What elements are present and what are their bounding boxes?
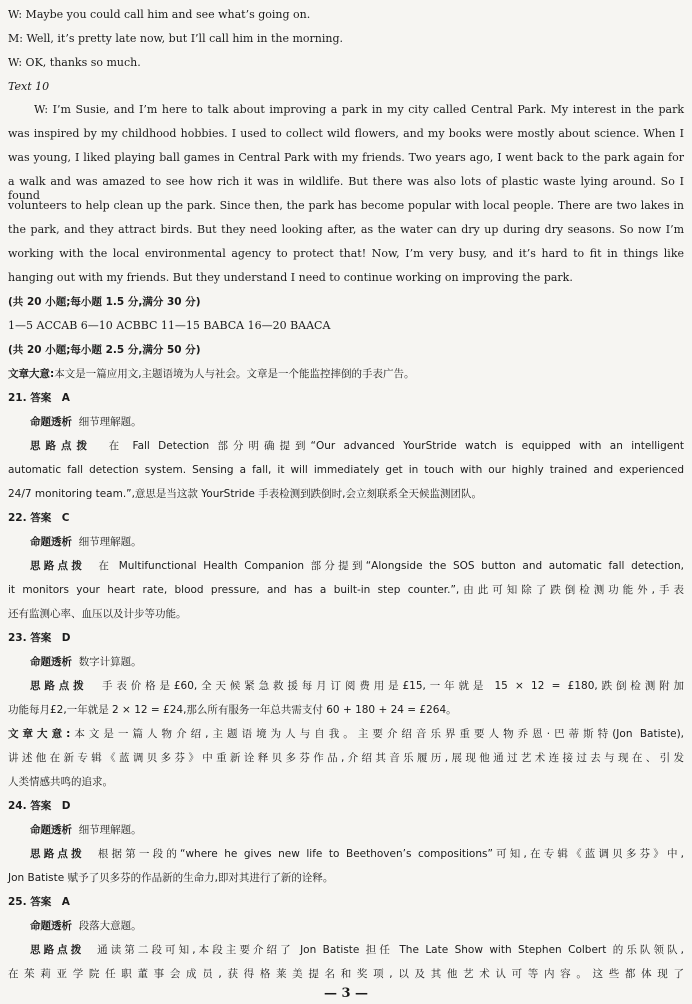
section-header: (共 20 小题;每小题 2.5 分,满分 50 分)	[8, 344, 201, 356]
exp-label: 思路点拨	[30, 680, 88, 692]
text10-line: a walk and was amazed to see how rich it was in wildlife. But there was also lots of plastic waste lying around. So I found	[8, 175, 684, 202]
type-label: 命题透析	[30, 416, 72, 428]
type-label: 命题透析	[30, 824, 72, 836]
exp-label: 思路点拨	[30, 560, 86, 572]
article-summary-line: 人类情感共鸣的追求。	[8, 776, 113, 788]
text10-line: was young, I liked playing ball games in Central Park with my friends. Two years ago, I went back to the park again for	[8, 151, 684, 164]
dialogue-line: W: Maybe you could call him and see what’s going on.	[8, 8, 311, 21]
article-summary	[8, 727, 684, 741]
explanation-line: 还有监测心率、血压以及计步等功能。	[8, 608, 187, 620]
section-header: (共 20 小题;每小题 1.5 分,满分 30 分)	[8, 296, 201, 308]
text10-line: W: I’m Susie, and I’m here to talk about improving a park in my city called Central Park. My interest in the park	[34, 103, 684, 116]
question-type	[30, 919, 142, 933]
explanation-line	[30, 679, 684, 693]
answer-key: 1—5 ACCAB 6—10 ACBBC 11—15 BABCA 16—20 BAACA	[8, 319, 331, 332]
type-text: 段落大意题。	[78, 920, 142, 932]
explanation-line	[30, 439, 684, 453]
question-head: 24. 答案 D	[8, 800, 71, 812]
exp-text: 通读第二段可知,本段主要介绍了 Jon Batiste 担任 The Late Show with Stephen Colbert 的乐队领队,	[97, 944, 684, 956]
explanation-line	[30, 943, 684, 957]
text10-line: working with the local environmental agency to protect that! Now, I’m very busy, and it’s hard to fit in things like	[8, 247, 684, 260]
type-text: 数字计算题。	[78, 656, 142, 668]
type-label: 命题透析	[30, 656, 72, 668]
question-head: 21. 答案 A	[8, 392, 70, 404]
question-type	[30, 823, 142, 837]
exp-text: 手表价格是£60,全天候紧急救援每月订阅费用是£15,一年就是 15 × 12 = £180,跌倒检测附加	[101, 680, 684, 692]
dialogue-line: W: OK, thanks so much.	[8, 56, 141, 69]
exp-label: 思路点拨	[30, 944, 85, 956]
explanation-line: 在茱莉亚学院任职董事会成员,获得格莱美提名和奖项,以及其他艺术认可等内容。这些都体现了	[8, 968, 684, 980]
question-head: 23. 答案 D	[8, 632, 71, 644]
question-type	[30, 415, 142, 429]
exp-label: 思路点拨	[30, 440, 92, 452]
summary-text: 本文是一篇应用文,主题语境为人与社会。文章是一个能监控摔倒的手表广告。	[54, 368, 415, 380]
exp-label: 思路点拨	[30, 848, 85, 860]
dialogue-line: M: Well, it’s pretty late now, but I’ll call him in the morning.	[8, 32, 344, 45]
type-label: 命题透析	[30, 536, 72, 548]
summary-text: 本文是一篇人物介绍,主题语境为人与自我。主要介绍音乐界重要人物乔恩·巴蒂斯特(Jon Batiste),	[70, 728, 685, 740]
text10-line: volunteers to help clean up the park. Since then, the park has become popular with local people. There are two lakes in	[8, 199, 684, 212]
explanation-line: automatic fall detection system. Sensing a fall, it will immediately get in touch with our highly trained and experienced	[8, 464, 684, 476]
summary-label: 文章大意:	[8, 728, 71, 740]
type-text: 细节理解题。	[78, 416, 142, 428]
summary-label: 文章大意:	[8, 368, 55, 380]
article-summary-line: 讲述他在新专辑《蓝调贝多芬》中重新诠释贝多芬作品,介绍其音乐履历,展现他通过艺术连接过去与现在、引发	[8, 752, 684, 764]
text10-label: Text 10	[8, 80, 50, 93]
question-head: 22. 答案 C	[8, 512, 70, 524]
article-summary	[8, 367, 415, 381]
page-number: — 3 —	[323, 986, 369, 1001]
explanation-line	[30, 847, 684, 861]
explanation-line: Jon Batiste 赋予了贝多芬的作品新的生命力,即对其进行了新的诠释。	[8, 872, 334, 884]
text10-line: was inspired by my childhood hobbies. I used to collect wild flowers, and my books were mostly about science. When I	[8, 127, 684, 140]
exp-text: 根据第一段的“where he gives new life to Beethoven’s compositions”可知,在专辑《蓝调贝多芬》中,	[97, 848, 684, 860]
question-type	[30, 655, 142, 669]
exp-text: 在 Multifunctional Health Companion 部分提到“Alongside the SOS button and automatic fall detection,	[98, 560, 684, 572]
explanation-line	[30, 559, 684, 573]
exp-text: 在 Fall Detection 部分明确提到“Our advanced YourStride watch is equipped with an intelligent	[108, 440, 684, 452]
explanation-line: 24/7 monitoring team.”,意思是当这款 YourStride 手表检测到跌倒时,会立刻联系全天候监测团队。	[8, 488, 482, 500]
text10-line: the park, and they attract birds. But they need looking after, as the water can dry up during dry seasons. So now I’m	[8, 223, 684, 236]
question-type	[30, 535, 142, 549]
explanation-line: 功能每月£2,一年就是 2 × 12 = £24,那么所有服务一年总共需支付 60 + 180 + 24 = £264。	[8, 704, 457, 716]
type-text: 细节理解题。	[78, 824, 142, 836]
type-text: 细节理解题。	[78, 536, 142, 548]
text10-line: hanging out with my friends. But they understand I need to continue working on improving the park.	[8, 271, 573, 284]
question-head: 25. 答案 A	[8, 896, 70, 908]
explanation-line: it monitors your heart rate, blood pressure, and has a built-in step counter.”,由此可知除了跌倒检测功能外,手表	[8, 584, 684, 596]
type-label: 命题透析	[30, 920, 72, 932]
